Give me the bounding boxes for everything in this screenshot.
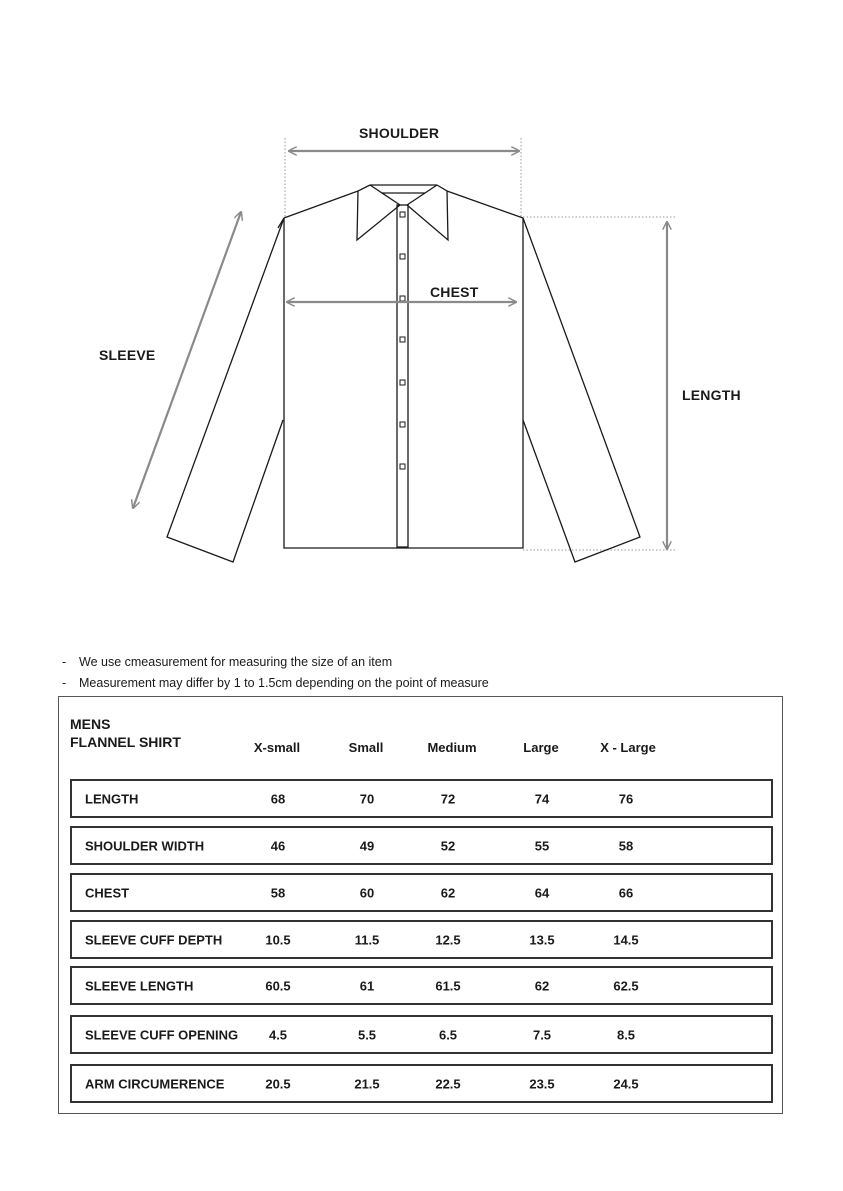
note-bullet: - [62, 676, 67, 690]
table-cell: 52 [440, 838, 456, 853]
table-cell: 6.5 [438, 1027, 458, 1042]
table-cell: 46 [270, 838, 286, 853]
guide-lines [285, 138, 676, 550]
table-cell: 66 [618, 885, 634, 900]
table-row [70, 1015, 773, 1054]
note-item [62, 652, 489, 673]
column-header-large: Large [523, 740, 559, 755]
table-cell: 62 [534, 978, 550, 993]
table-cell: 10.5 [265, 932, 291, 947]
size-chart-table [58, 696, 783, 1114]
table-cell: 5.5 [357, 1027, 377, 1042]
shirt-outline [167, 185, 640, 562]
table-cell: 23.5 [529, 1076, 555, 1091]
size-chart-title [70, 715, 181, 751]
title-line-1: MENS [70, 716, 111, 732]
length-label: LENGTH [682, 387, 741, 403]
chest-label: CHEST [430, 284, 479, 300]
table-cell: 72 [440, 791, 456, 806]
row-label: SLEEVE LENGTH [85, 978, 194, 993]
table-row [70, 826, 773, 865]
table-cell: 60.5 [265, 978, 291, 993]
table-cell: 60 [359, 885, 375, 900]
table-cell: 11.5 [354, 932, 380, 947]
table-cell: 76 [618, 791, 634, 806]
table-cell: 61 [359, 978, 375, 993]
table-cell: 70 [359, 791, 375, 806]
row-label: SHOULDER WIDTH [85, 838, 205, 853]
table-cell: 8.5 [616, 1027, 636, 1042]
measurement-notes [62, 652, 489, 694]
buttons [400, 212, 405, 469]
note-bullet: - [62, 655, 67, 669]
column-header-xsmall: X-small [253, 740, 301, 755]
table-cell: 64 [534, 885, 550, 900]
note-text: Measurement may differ by 1 to 1.5cm depending on the point of measure [79, 676, 489, 690]
table-cell: 61.5 [435, 978, 461, 993]
column-header-medium: Medium [427, 740, 477, 755]
table-row [70, 920, 773, 959]
table-cell: 21.5 [354, 1076, 380, 1091]
table-cell: 58 [618, 838, 634, 853]
table-row [70, 966, 773, 1005]
table-row [70, 873, 773, 912]
sleeve-label: SLEEVE [99, 347, 156, 363]
table-cell: 20.5 [265, 1076, 291, 1091]
note-item [62, 673, 489, 694]
row-label: SLEEVE CUFF DEPTH [85, 932, 223, 947]
table-cell: 7.5 [532, 1027, 552, 1042]
row-label: SLEEVE CUFF OPENING [85, 1027, 239, 1042]
table-cell: 68 [270, 791, 286, 806]
table-cell: 55 [534, 838, 550, 853]
row-label: CHEST [85, 885, 130, 900]
row-label: ARM CIRCUMERENCE [85, 1076, 225, 1091]
column-header-small: Small [348, 740, 384, 755]
table-cell: 62.5 [613, 978, 639, 993]
table-row [70, 1064, 773, 1103]
title-line-2: FLANNEL SHIRT [70, 734, 181, 750]
table-cell: 22.5 [435, 1076, 461, 1091]
table-cell: 49 [359, 838, 375, 853]
table-cell: 24.5 [613, 1076, 639, 1091]
table-row [70, 779, 773, 818]
table-cell: 4.5 [268, 1027, 288, 1042]
measurement-arrows [133, 151, 667, 549]
shoulder-label: SHOULDER [359, 125, 440, 141]
column-header-xlarge: X - Large [600, 740, 656, 755]
table-cell: 14.5 [613, 932, 639, 947]
table-cell: 12.5 [435, 932, 461, 947]
table-cell: 58 [270, 885, 286, 900]
note-text: We use cmeasurement for measuring the size of an item [79, 655, 393, 669]
table-cell: 74 [534, 791, 550, 806]
table-cell: 62 [440, 885, 456, 900]
table-cell: 13.5 [529, 932, 555, 947]
row-label: LENGTH [85, 791, 139, 806]
